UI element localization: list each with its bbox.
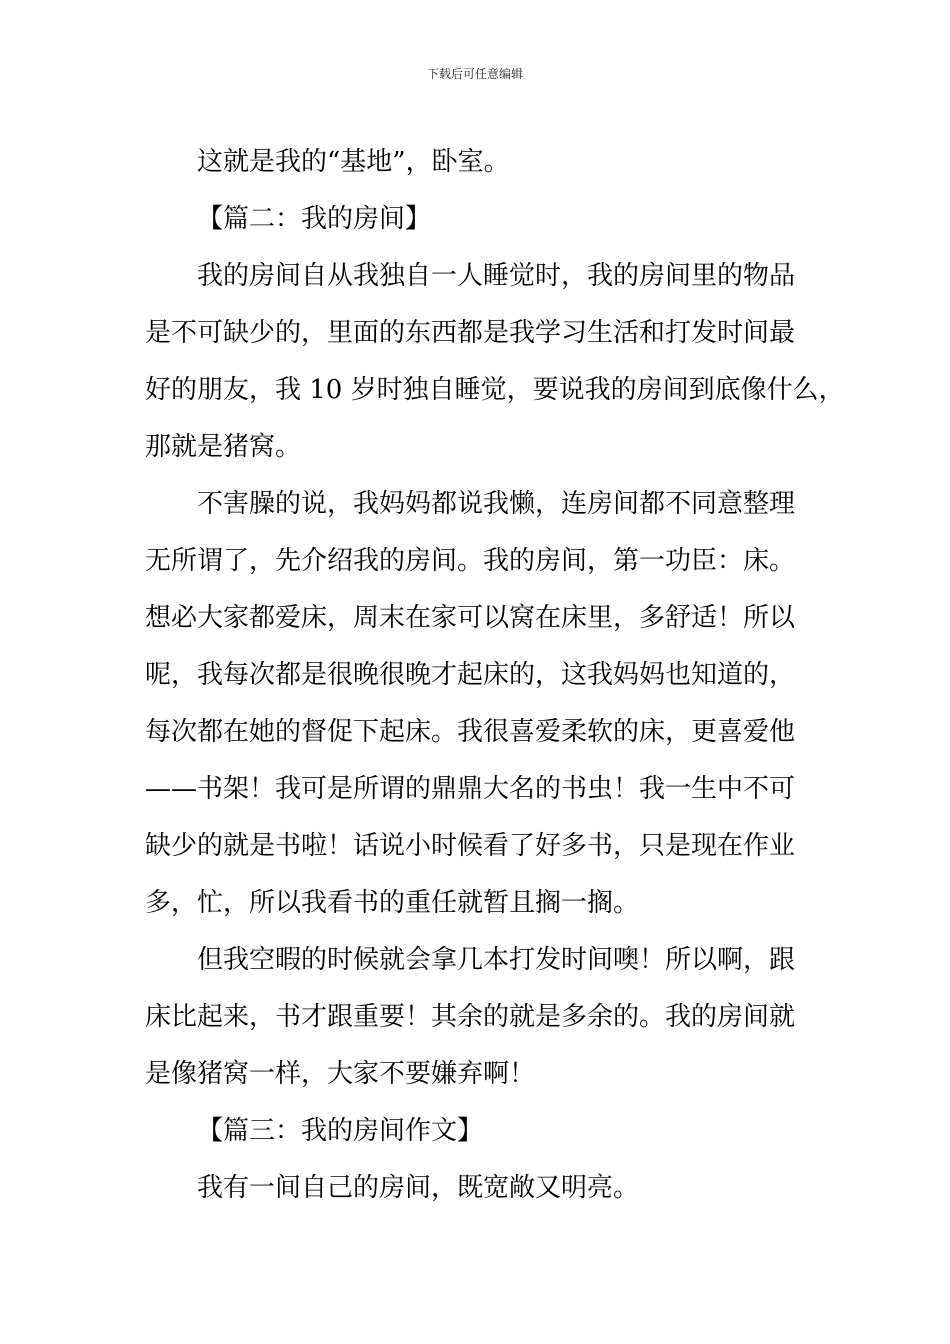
- document-body: [145, 134, 845, 1217]
- paragraph-line: 想必大家都爱床，周末在家可以窝在床里，多舒适！所以: [145, 603, 796, 633]
- paragraph-line: ——书架！我可是所谓的鼎鼎大名的书虫！我一生中不可: [145, 774, 796, 804]
- paragraph-line: 呢，我每次都是很晚很晚才起床的，这我妈妈也知道的，: [145, 660, 796, 690]
- page-header: 下载后可任意编辑: [426, 67, 523, 81]
- paragraph-line: 我的房间自从我独自一人睡觉时，我的房间里的物品: [197, 261, 796, 291]
- paragraph-line: 缺少的就是书啦！话说小时候看了好多书，只是现在作业: [145, 831, 796, 861]
- paragraph-line: 不害臊的说，我妈妈都说我懒，连房间都不同意整理: [197, 489, 796, 519]
- paragraph-line: 但我空暇的时候就会拿几本打发时间噢！所以啊，跟: [197, 945, 796, 975]
- paragraph-line: 这就是我的“基地”，卧室。: [197, 147, 510, 177]
- section-heading: 【篇二：我的房间】: [197, 204, 432, 234]
- paragraph-line: 无所谓了，先介绍我的房间。我的房间，第一功臣：床。: [145, 546, 796, 576]
- section-heading: 【篇三：我的房间作文】: [197, 1116, 484, 1146]
- paragraph-line: 床比起来，书才跟重要！其余的就是多余的。我的房间就: [145, 1002, 796, 1032]
- paragraph-line: 那就是猪窝。: [145, 432, 302, 462]
- paragraph-line: 多，忙，所以我看书的重任就暂且搁一搁。: [145, 888, 640, 918]
- paragraph-line: 每次都在她的督促下起床。我很喜爱柔软的床，更喜爱他: [145, 717, 796, 747]
- paragraph-line: 好的朋友，我 10 岁时独自睡觉，要说我的房间到底像什么，: [145, 375, 845, 405]
- paragraph-line: 我有一间自己的房间，既宽敞又明亮。: [197, 1173, 640, 1203]
- paragraph-line: 是像猪窝一样，大家不要嫌弃啊！: [145, 1059, 536, 1089]
- paragraph-line: 是不可缺少的，里面的东西都是我学习生活和打发时间最: [145, 318, 796, 348]
